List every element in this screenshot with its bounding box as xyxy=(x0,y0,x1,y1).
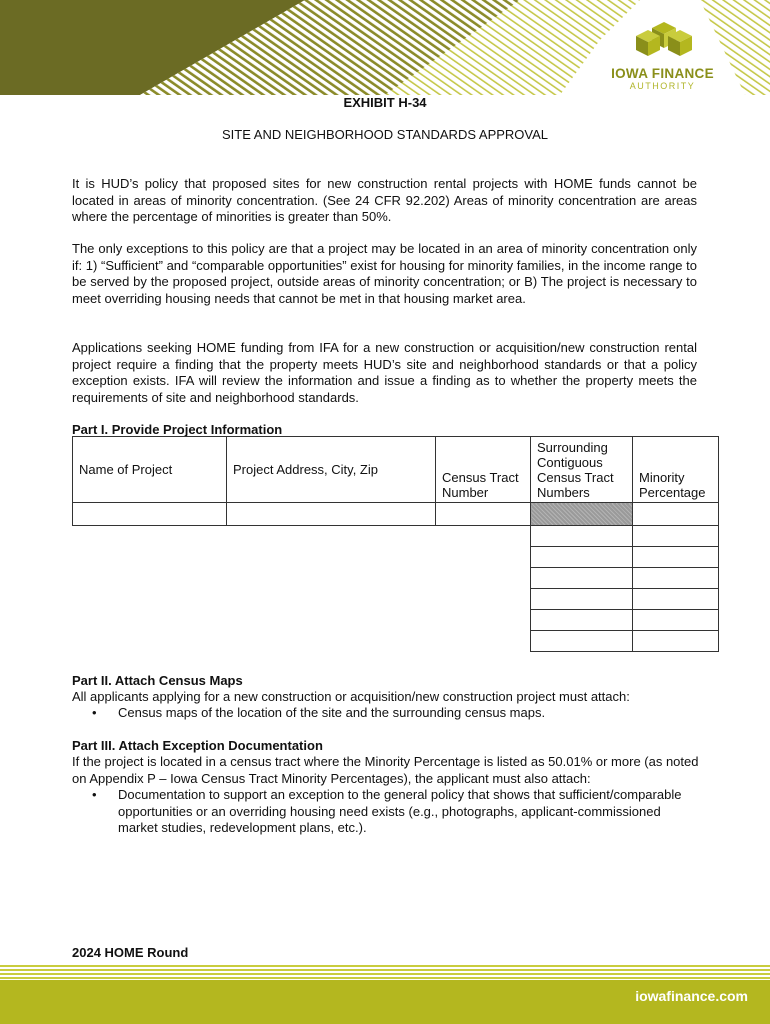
list-item: • Documentation to support an exception to the general policy that shows that sufficient/comparable opportunities or an overriding housing need exists (e.g., photographs, applicant-commissioned market studies, redevelopment plans, etc.). xyxy=(92,787,692,837)
table-row xyxy=(73,610,719,631)
footer-url[interactable]: iowafinance.com xyxy=(635,988,748,1004)
table-row xyxy=(73,631,719,652)
footer-round-label: 2024 HOME Round xyxy=(72,945,189,960)
input-surrounding-tract[interactable] xyxy=(531,547,633,568)
table-row xyxy=(73,589,719,610)
input-surrounding-tract[interactable] xyxy=(531,610,633,631)
col-census-tract: Census Tract Number xyxy=(436,437,531,503)
part2-heading: Part II. Attach Census Maps xyxy=(72,673,243,688)
input-minority-percentage[interactable] xyxy=(633,547,719,568)
document-subtitle: SITE AND NEIGHBORHOOD STANDARDS APPROVAL xyxy=(221,127,549,142)
part3-bullets xyxy=(92,787,692,837)
part2-text: All applicants applying for a new construction or acquisition/new construction project must attach: xyxy=(72,689,630,704)
col-name-of-project: Name of Project xyxy=(73,437,227,503)
exhibit-title: EXHIBIT H-34 xyxy=(343,95,427,110)
input-minority-percentage[interactable] xyxy=(633,610,719,631)
logo-text xyxy=(605,66,720,91)
table-row xyxy=(73,503,719,526)
input-surrounding-tract[interactable] xyxy=(531,631,633,652)
input-surrounding-tract[interactable] xyxy=(531,589,633,610)
table-row xyxy=(73,568,719,589)
org-sub: AUTHORITY xyxy=(629,81,696,91)
policy-paragraph: It is HUD’s policy that proposed sites for new construction rental projects with HOME funds cannot be located in areas of minority concentration. (See 24 CFR 92.202) Areas of minority concentration are areas where the percentage of minorities is greater than 50%. xyxy=(72,176,697,224)
footer-stripes xyxy=(0,965,770,979)
input-minority-percentage[interactable] xyxy=(633,526,719,547)
input-project-address[interactable] xyxy=(227,503,436,526)
input-minority-percentage[interactable] xyxy=(633,568,719,589)
input-minority-percentage[interactable] xyxy=(633,503,719,526)
table-row xyxy=(73,526,719,547)
input-minority-percentage[interactable] xyxy=(633,631,719,652)
part1-heading: Part I. Provide Project Information xyxy=(72,422,283,437)
exceptions-paragraph: The only exceptions to this policy are that a project may be located in an area of minority concentration only if: 1) “Sufficient” and “comparable opportunities” exist for housing for minority families, in the income range to be served by the proposed project, outside areas of minority concentration; or B) The project is necessary to meet overriding housing needs that cannot be met in that housing market area. xyxy=(72,241,697,306)
col-minority-percentage: Minority Percentage xyxy=(633,437,719,503)
col-surrounding-tracts: Surrounding Contiguous Census Tract Numbers xyxy=(531,437,633,503)
col-project-address: Project Address, City, Zip xyxy=(227,437,436,503)
project-info-table xyxy=(72,436,719,652)
table-header-row xyxy=(73,437,719,503)
input-surrounding-tract[interactable] xyxy=(531,568,633,589)
org-name: IOWA FINANCE xyxy=(611,66,714,81)
part2-bullets xyxy=(92,705,702,722)
part3-heading: Part III. Attach Exception Documentation xyxy=(72,738,323,753)
input-name-of-project[interactable] xyxy=(73,503,227,526)
input-surrounding-tract-shaded[interactable] xyxy=(531,503,633,526)
list-item: • Census maps of the location of the site and the surrounding census maps. xyxy=(92,705,702,722)
applications-paragraph: Applications seeking HOME funding from IFA for a new construction or acquisition/new construction rental project require a finding that the property meets HUD’s site and neighborhood standards or that a policy exception exists. IFA will review the information and issue a finding as to whether the property meets the requirements of site and neighborhood standards. xyxy=(72,340,697,405)
table-row xyxy=(73,547,719,568)
input-minority-percentage[interactable] xyxy=(633,589,719,610)
part3-text: If the project is located in a census tract where the Minority Percentage is listed as 50.01% or more (as noted on Appendix P – Iowa Census Tract Minority Percentages), the applicant must also attach: xyxy=(72,754,699,786)
input-census-tract[interactable] xyxy=(436,503,531,526)
input-surrounding-tract[interactable] xyxy=(531,526,633,547)
